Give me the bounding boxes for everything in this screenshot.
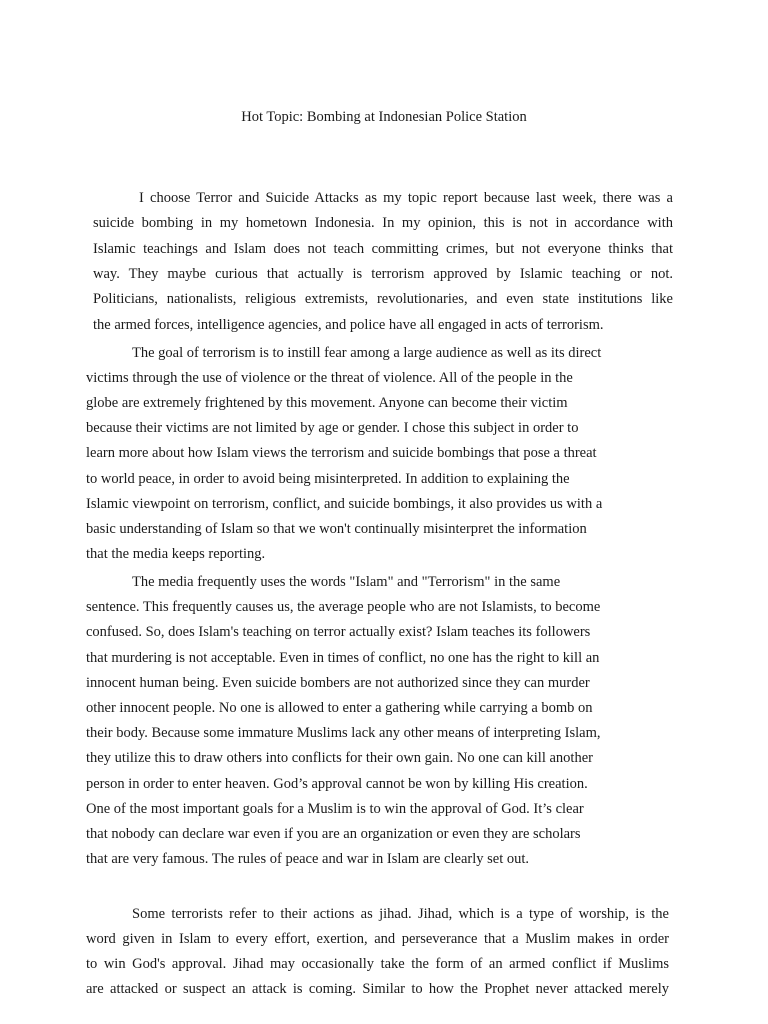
paragraph-3-line: that are very famous. The rules of peace and war in Islam are clearly set out. bbox=[86, 851, 530, 868]
paragraph-4-line: Some terrorists refer to their actions as jihad. Jihad, which is a type of worship, is the bbox=[132, 906, 669, 922]
title-text: Bombing at Indonesian Police Station bbox=[306, 109, 527, 125]
paragraph-2-line: because their victims are not limited by age or gender. I chose this subject in order to bbox=[86, 420, 579, 437]
paragraph-4-line: word given in Islam to every effort, exertion, and perseverance that a Muslim makes in order bbox=[86, 931, 669, 947]
paragraph-3-line: confused. So, does Islam's teaching on terror actually exist? Islam teaches its followers bbox=[86, 624, 591, 641]
paragraph-2-line: to world peace, in order to avoid being misinterpreted. In addition to explaining the bbox=[86, 470, 570, 487]
paragraph-1-line: suicide bombing in my hometown Indonesia. In my opinion, this is not in accordance with bbox=[93, 215, 673, 232]
paragraph-3-line: One of the most important goals for a Muslim is to win the approval of God. It’s clear bbox=[86, 800, 584, 817]
paragraph-1-line: I choose Terror and Suicide Attacks as my topic report because last week, there was a bbox=[139, 190, 673, 206]
paragraph-4-line: are attacked or suspect an attack is coming. Similar to how the Prophet never attacked merely bbox=[86, 981, 669, 997]
paragraph-2-line: Islamic viewpoint on terrorism, conflict, and suicide bombings, it also provides us with a bbox=[86, 495, 603, 512]
paragraph-3-line: The media frequently uses the words "Islam" and "Terrorism" in the same bbox=[132, 574, 561, 590]
paragraph-3-line: that nobody can declare war even if you are an organization or even they are scholars bbox=[86, 826, 581, 842]
paragraph-3-line: other innocent people. No one is allowed to enter a gathering while carrying a bomb on bbox=[86, 700, 593, 716]
paragraph-3-line: person in order to enter heaven. God’s approval cannot be won by killing His creation. bbox=[86, 775, 588, 792]
page-title bbox=[0, 108, 768, 126]
paragraph-3-line: they utilize this to draw others into conflicts for their own gain. No one can kill another bbox=[86, 750, 593, 767]
paragraph-2-line: basic understanding of Islam so that we won't continually misinterpret the information bbox=[86, 520, 587, 537]
paragraph-3-line: innocent human being. Even suicide bombers are not authorized since they can murder bbox=[86, 674, 590, 691]
paragraph-3-line: their body. Because some immature Muslims lack any other means of interpreting Islam, bbox=[86, 725, 601, 742]
paragraph-2-line: globe are extremely frightened by this movement. Anyone can become their victim bbox=[86, 395, 568, 412]
paragraph-2-line: that the media keeps reporting. bbox=[86, 545, 266, 562]
paragraph-1-line: the armed forces, intelligence agencies, and police have all engaged in acts of terrorism. bbox=[93, 316, 604, 333]
paragraph-3-line: that murdering is not acceptable. Even in times of conflict, no one has the right to kill an bbox=[86, 649, 600, 666]
paragraph-3-line: sentence. This frequently causes us, the average people who are not Islamists, to become bbox=[86, 599, 601, 616]
paragraph-1-line: Politicians, nationalists, religious extremists, revolutionaries, and even state institutions like bbox=[93, 291, 673, 308]
paragraph-2-line: victims through the use of violence or the threat of violence. All of the people in the bbox=[86, 370, 573, 387]
paragraph-2-line: The goal of terrorism is to instill fear among a large audience as well as its direct bbox=[132, 345, 602, 361]
paragraph-4-line: to win God's approval. Jihad may occasionally take the form of an armed conflict if Muslims bbox=[86, 956, 669, 972]
paragraph-2-line: learn more about how Islam views the terrorism and suicide bombings that pose a threat bbox=[86, 445, 597, 462]
paragraph-1-line: way. They maybe curious that actually is terrorism approved by Islamic teaching or not. bbox=[93, 265, 673, 282]
paragraph-1-line: Islamic teachings and Islam does not teach committing crimes, but not everyone thinks that bbox=[93, 240, 673, 257]
title-lead: Hot Topic: bbox=[241, 109, 304, 125]
